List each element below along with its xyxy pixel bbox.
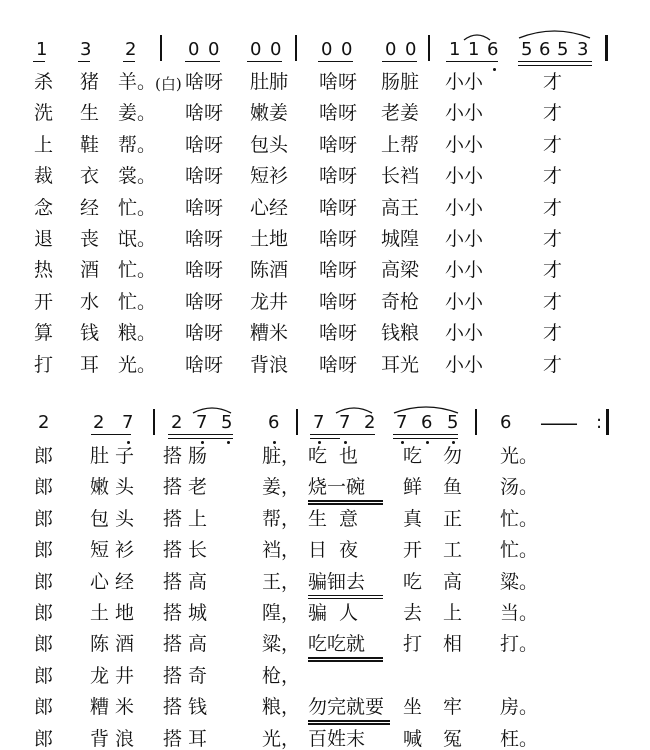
lyric-text: 啥呀 — [319, 290, 358, 313]
lyric-text: 粱。 — [500, 570, 539, 593]
lyric-text: 搭耳 — [163, 727, 214, 750]
lyric-text: 啥呀 — [185, 133, 224, 156]
lyric-text: 烧一碗 — [308, 476, 366, 499]
lyric-text: 日夜 — [308, 539, 371, 562]
lyric-text: 背浪 — [90, 727, 141, 750]
lyric-text: 啥呀 — [185, 71, 224, 93]
lyric-text: 高王 — [381, 196, 420, 219]
note-digit: 0 — [405, 39, 417, 60]
note-digit: 0 — [270, 39, 282, 60]
lyric-text: 算 — [34, 322, 54, 345]
lyric-text: 郎 — [34, 633, 54, 656]
note-digit: 1 — [468, 39, 480, 60]
lyric-text: 上 — [443, 602, 463, 624]
lyric-text: 坐 — [403, 696, 423, 719]
lyric-text: 搭高 — [163, 570, 214, 593]
lyric-text: 才 — [543, 133, 563, 156]
lyric-text: 小小 — [445, 102, 484, 125]
lyric-text: 短衫 — [250, 165, 289, 188]
lyric-text: 隍， — [262, 602, 301, 624]
lyric-text: 念 — [34, 196, 54, 219]
note-digit: 6 — [421, 412, 433, 433]
lyric-text: 生意 — [308, 507, 371, 530]
lyric-text: 冤 — [443, 727, 463, 750]
lyric-text: 裆， — [262, 539, 301, 562]
lyric-text: 开 — [34, 290, 54, 313]
note-digit: 6 — [539, 39, 551, 60]
note-digit: 5 — [221, 412, 233, 433]
lyric-text: 相 — [443, 633, 463, 656]
lyric-text: 郎 — [34, 727, 54, 750]
lyric-text: 搭老 — [163, 476, 214, 499]
lyric-text: 小小 — [445, 71, 484, 93]
lyric-text: 啥呀 — [319, 133, 358, 156]
lyric-text: 啥呀 — [185, 228, 224, 250]
lyric-text: 土地 — [250, 228, 289, 250]
lyric-text: 才 — [543, 259, 563, 282]
lyric-text: 搭长 — [163, 539, 214, 562]
lyric-text: 鲜 — [403, 476, 423, 499]
lyric-text: 忙。 — [500, 539, 539, 562]
lyric-text: 啥呀 — [185, 290, 224, 313]
lyric-text: 小小 — [445, 259, 484, 282]
lyric-text: 才 — [543, 196, 563, 219]
lyric-text: 郎 — [34, 445, 54, 467]
lyric-text: 搭钱 — [163, 696, 214, 719]
note-digit: 2 — [171, 412, 183, 433]
lyric-text: 粮， — [262, 696, 301, 719]
lyric-text: 光。 — [500, 445, 539, 467]
lyric-text: 啥呀 — [185, 196, 224, 219]
lyric-text: 勿 — [443, 445, 463, 467]
lyric-text: 工 — [443, 539, 463, 562]
lyric-text: 肚子 — [90, 445, 141, 467]
lyric-text: 才 — [543, 290, 563, 313]
lyric-text: 郎 — [34, 602, 54, 624]
lyric-text: 小小 — [445, 133, 484, 156]
lyric-text: (白) — [155, 75, 182, 93]
lyric-text: 吃吃就 — [308, 633, 366, 656]
lyric-text: 脏， — [262, 445, 301, 467]
lyric-text: 王， — [262, 570, 301, 593]
note-digit: 6 — [500, 412, 512, 433]
lyric-text: 光， — [262, 727, 301, 750]
lyric-text: 忙。 — [500, 507, 539, 530]
lyric-text: 粮。 — [118, 322, 157, 345]
lyric-text: 衣 — [80, 165, 100, 188]
lyric-text: 退 — [34, 228, 54, 250]
lyric-text: 去 — [403, 602, 423, 624]
lyric-text: 骗人 — [308, 602, 371, 624]
lyric-text: 真 — [403, 507, 423, 530]
lyric-text: 鞋 — [80, 133, 100, 156]
lyric-text: 心经 — [90, 570, 141, 593]
note-digit: 2 — [93, 412, 105, 433]
lyric-text: 啥呀 — [185, 165, 224, 188]
note-digit: 6 — [268, 412, 280, 433]
lyric-text: 酒 — [80, 259, 100, 282]
lyric-text: 小小 — [445, 228, 484, 250]
lyric-text: 龙井 — [250, 290, 289, 313]
lyric-text: 经 — [80, 196, 100, 219]
lyric-text: 生 — [80, 102, 100, 125]
lyric-text: 嫩姜 — [250, 102, 289, 125]
lyric-text: 啥呀 — [319, 165, 358, 188]
lyric-text: 才 — [543, 165, 563, 188]
lyric-text: 啥呀 — [319, 71, 358, 93]
lyric-text: 啥呀 — [319, 228, 358, 250]
lyric-text: 吃 — [403, 570, 423, 593]
lyric-text: 才 — [543, 102, 563, 125]
lyric-text: 啥呀 — [185, 102, 224, 125]
lyric-text: 土地 — [90, 602, 141, 624]
lyric-text: 勿完就要 — [308, 696, 385, 719]
lyric-text: 打。 — [500, 633, 539, 656]
slur — [336, 408, 372, 413]
lyric-text: 牢 — [443, 696, 463, 719]
lyric-text: 肚肺 — [250, 71, 289, 93]
lyric-text: 郎 — [34, 539, 54, 562]
lyric-text: 开 — [403, 539, 423, 562]
lyric-text: 郎 — [34, 507, 54, 530]
lyric-text: 才 — [543, 228, 563, 250]
lyric-text: 忙。 — [118, 290, 157, 313]
lyric-text: 汤。 — [500, 476, 539, 499]
lyric-text: 才 — [543, 71, 563, 93]
lyric-text: 郎 — [34, 696, 54, 719]
lyric-text: 姜。 — [118, 102, 157, 125]
lyric-text: 钱 — [80, 322, 100, 345]
lyric-text: 帮。 — [118, 133, 157, 156]
lyric-text: 正 — [443, 507, 463, 530]
lyric-text: 才 — [543, 353, 563, 376]
lyric-text: 啥呀 — [319, 322, 358, 345]
lyric-text: 小小 — [445, 196, 484, 219]
lyric-text: 搭高 — [163, 633, 214, 656]
lyric-text: 搭肠 — [163, 445, 214, 467]
lyric-text: 啥呀 — [319, 102, 358, 125]
note-digit: 6 — [487, 39, 499, 60]
lyric-text: 嫩头 — [90, 476, 141, 499]
lyric-text: 氓。 — [118, 228, 157, 250]
note-digit: 0 — [250, 39, 262, 60]
note-digit: 1 — [449, 39, 461, 60]
note-digit: 5 — [557, 39, 569, 60]
lyric-text: 城隍 — [381, 228, 420, 250]
lyric-text: 啥呀 — [319, 196, 358, 219]
note-digit: 2 — [125, 39, 137, 60]
lyric-text: 耳光 — [381, 353, 420, 376]
lyric-text: 打 — [34, 353, 54, 376]
lyric-text: 洗 — [34, 102, 54, 125]
lyric-text: 搭上 — [163, 507, 214, 530]
lyric-text: 打 — [403, 633, 423, 656]
lyric-text: 长裆 — [381, 165, 420, 188]
lyric-text: 陈酒 — [90, 633, 141, 656]
note-digit: 5 — [521, 39, 533, 60]
lyric-text: 龙井 — [90, 664, 141, 687]
lyric-text: 耳 — [80, 353, 100, 376]
lyric-text: 奇枪 — [381, 290, 420, 313]
note-digit: 7 — [396, 412, 408, 433]
lyric-text: 帮， — [262, 507, 301, 530]
lyric-text: 高梁 — [381, 259, 420, 282]
lyric-text: 钱粮 — [381, 322, 420, 345]
lyric-text: 百姓末 — [308, 727, 366, 750]
lyric-text: 才 — [543, 322, 563, 345]
lyric-text: 猪 — [80, 71, 100, 93]
lyric-text: 杀 — [34, 71, 54, 93]
lyric-text: 上 — [34, 133, 54, 156]
lyric-text: 羊。 — [118, 71, 157, 93]
lyric-text: 陈酒 — [250, 259, 289, 282]
lyric-text: 郎 — [34, 570, 54, 593]
lyric-text: 啥呀 — [319, 353, 358, 376]
lyric-text: 忙。 — [118, 259, 157, 282]
lyric-text: 裳。 — [118, 165, 157, 188]
note-digit: 0 — [188, 39, 200, 60]
note-digit: 7 — [196, 412, 208, 433]
slur — [193, 408, 231, 413]
lyric-text: 糟米 — [250, 322, 289, 345]
lyric-text: 糟米 — [90, 696, 141, 719]
lyric-text: 裁 — [34, 165, 54, 188]
lyric-text: 吃 — [403, 445, 423, 467]
lyric-text: 枪， — [262, 664, 301, 687]
note-digit: 7 — [313, 412, 325, 433]
note-digit: 0 — [385, 39, 397, 60]
lyric-text: 肠脏 — [381, 71, 420, 93]
lyric-text: 吃也 — [308, 445, 371, 467]
lyric-text: 水 — [80, 290, 100, 313]
lyric-text: 鱼 — [443, 476, 463, 499]
lyric-text: 啥呀 — [185, 353, 224, 376]
lyric-text: 郎 — [34, 664, 54, 687]
lyric-text: 啥呀 — [319, 259, 358, 282]
lyric-text: 小小 — [445, 165, 484, 188]
note-digit: 0 — [321, 39, 333, 60]
lyric-text: 郎 — [34, 476, 54, 499]
lyric-text: 喊 — [403, 727, 423, 750]
lyric-text: 姜， — [262, 476, 301, 499]
lyric-text: 枉。 — [500, 727, 539, 750]
lyric-text: 光。 — [118, 353, 157, 376]
note-digit: : — [596, 412, 603, 433]
lyric-text: 当。 — [500, 602, 539, 624]
lyric-text: 骗钿去 — [308, 570, 366, 593]
lyric-text: 老姜 — [381, 102, 420, 125]
lyric-text: 搭奇 — [163, 664, 214, 687]
note-digit: 0 — [341, 39, 353, 60]
lyric-text: 忙。 — [118, 196, 157, 219]
note-digit: 2 — [38, 412, 50, 433]
note-digit: 3 — [80, 39, 92, 60]
lyric-text: 粱， — [262, 633, 301, 656]
lyric-text: 热 — [34, 259, 54, 282]
note-digit: 2 — [364, 412, 376, 433]
lyric-text: 包头 — [250, 133, 289, 156]
lyric-text: 背浪 — [250, 353, 289, 376]
lyric-text: 房。 — [500, 696, 539, 719]
lyric-text: 短衫 — [90, 539, 141, 562]
note-digit: 3 — [577, 39, 589, 60]
lyric-text: 小小 — [445, 322, 484, 345]
note-digit: 5 — [447, 412, 459, 433]
note-digit: 0 — [208, 39, 220, 60]
lyric-text: 搭城 — [163, 602, 214, 624]
note-digit: 7 — [339, 412, 351, 433]
lyric-text: 啥呀 — [185, 259, 224, 282]
slur — [519, 31, 590, 38]
lyric-text: 丧 — [80, 228, 100, 250]
lyric-text: 包头 — [90, 507, 141, 530]
note-digit: 7 — [122, 412, 134, 433]
slur — [394, 407, 458, 413]
lyric-text: 高 — [443, 570, 463, 593]
note-digit: —— — [540, 411, 576, 435]
lyric-text: 上帮 — [381, 133, 420, 156]
slur — [464, 35, 490, 40]
lyric-text: 心经 — [250, 196, 289, 219]
lyric-text: 啥呀 — [185, 322, 224, 345]
lyric-text: 小小 — [445, 353, 484, 376]
note-digit: 1 — [36, 39, 48, 60]
lyric-text: 小小 — [445, 290, 484, 313]
